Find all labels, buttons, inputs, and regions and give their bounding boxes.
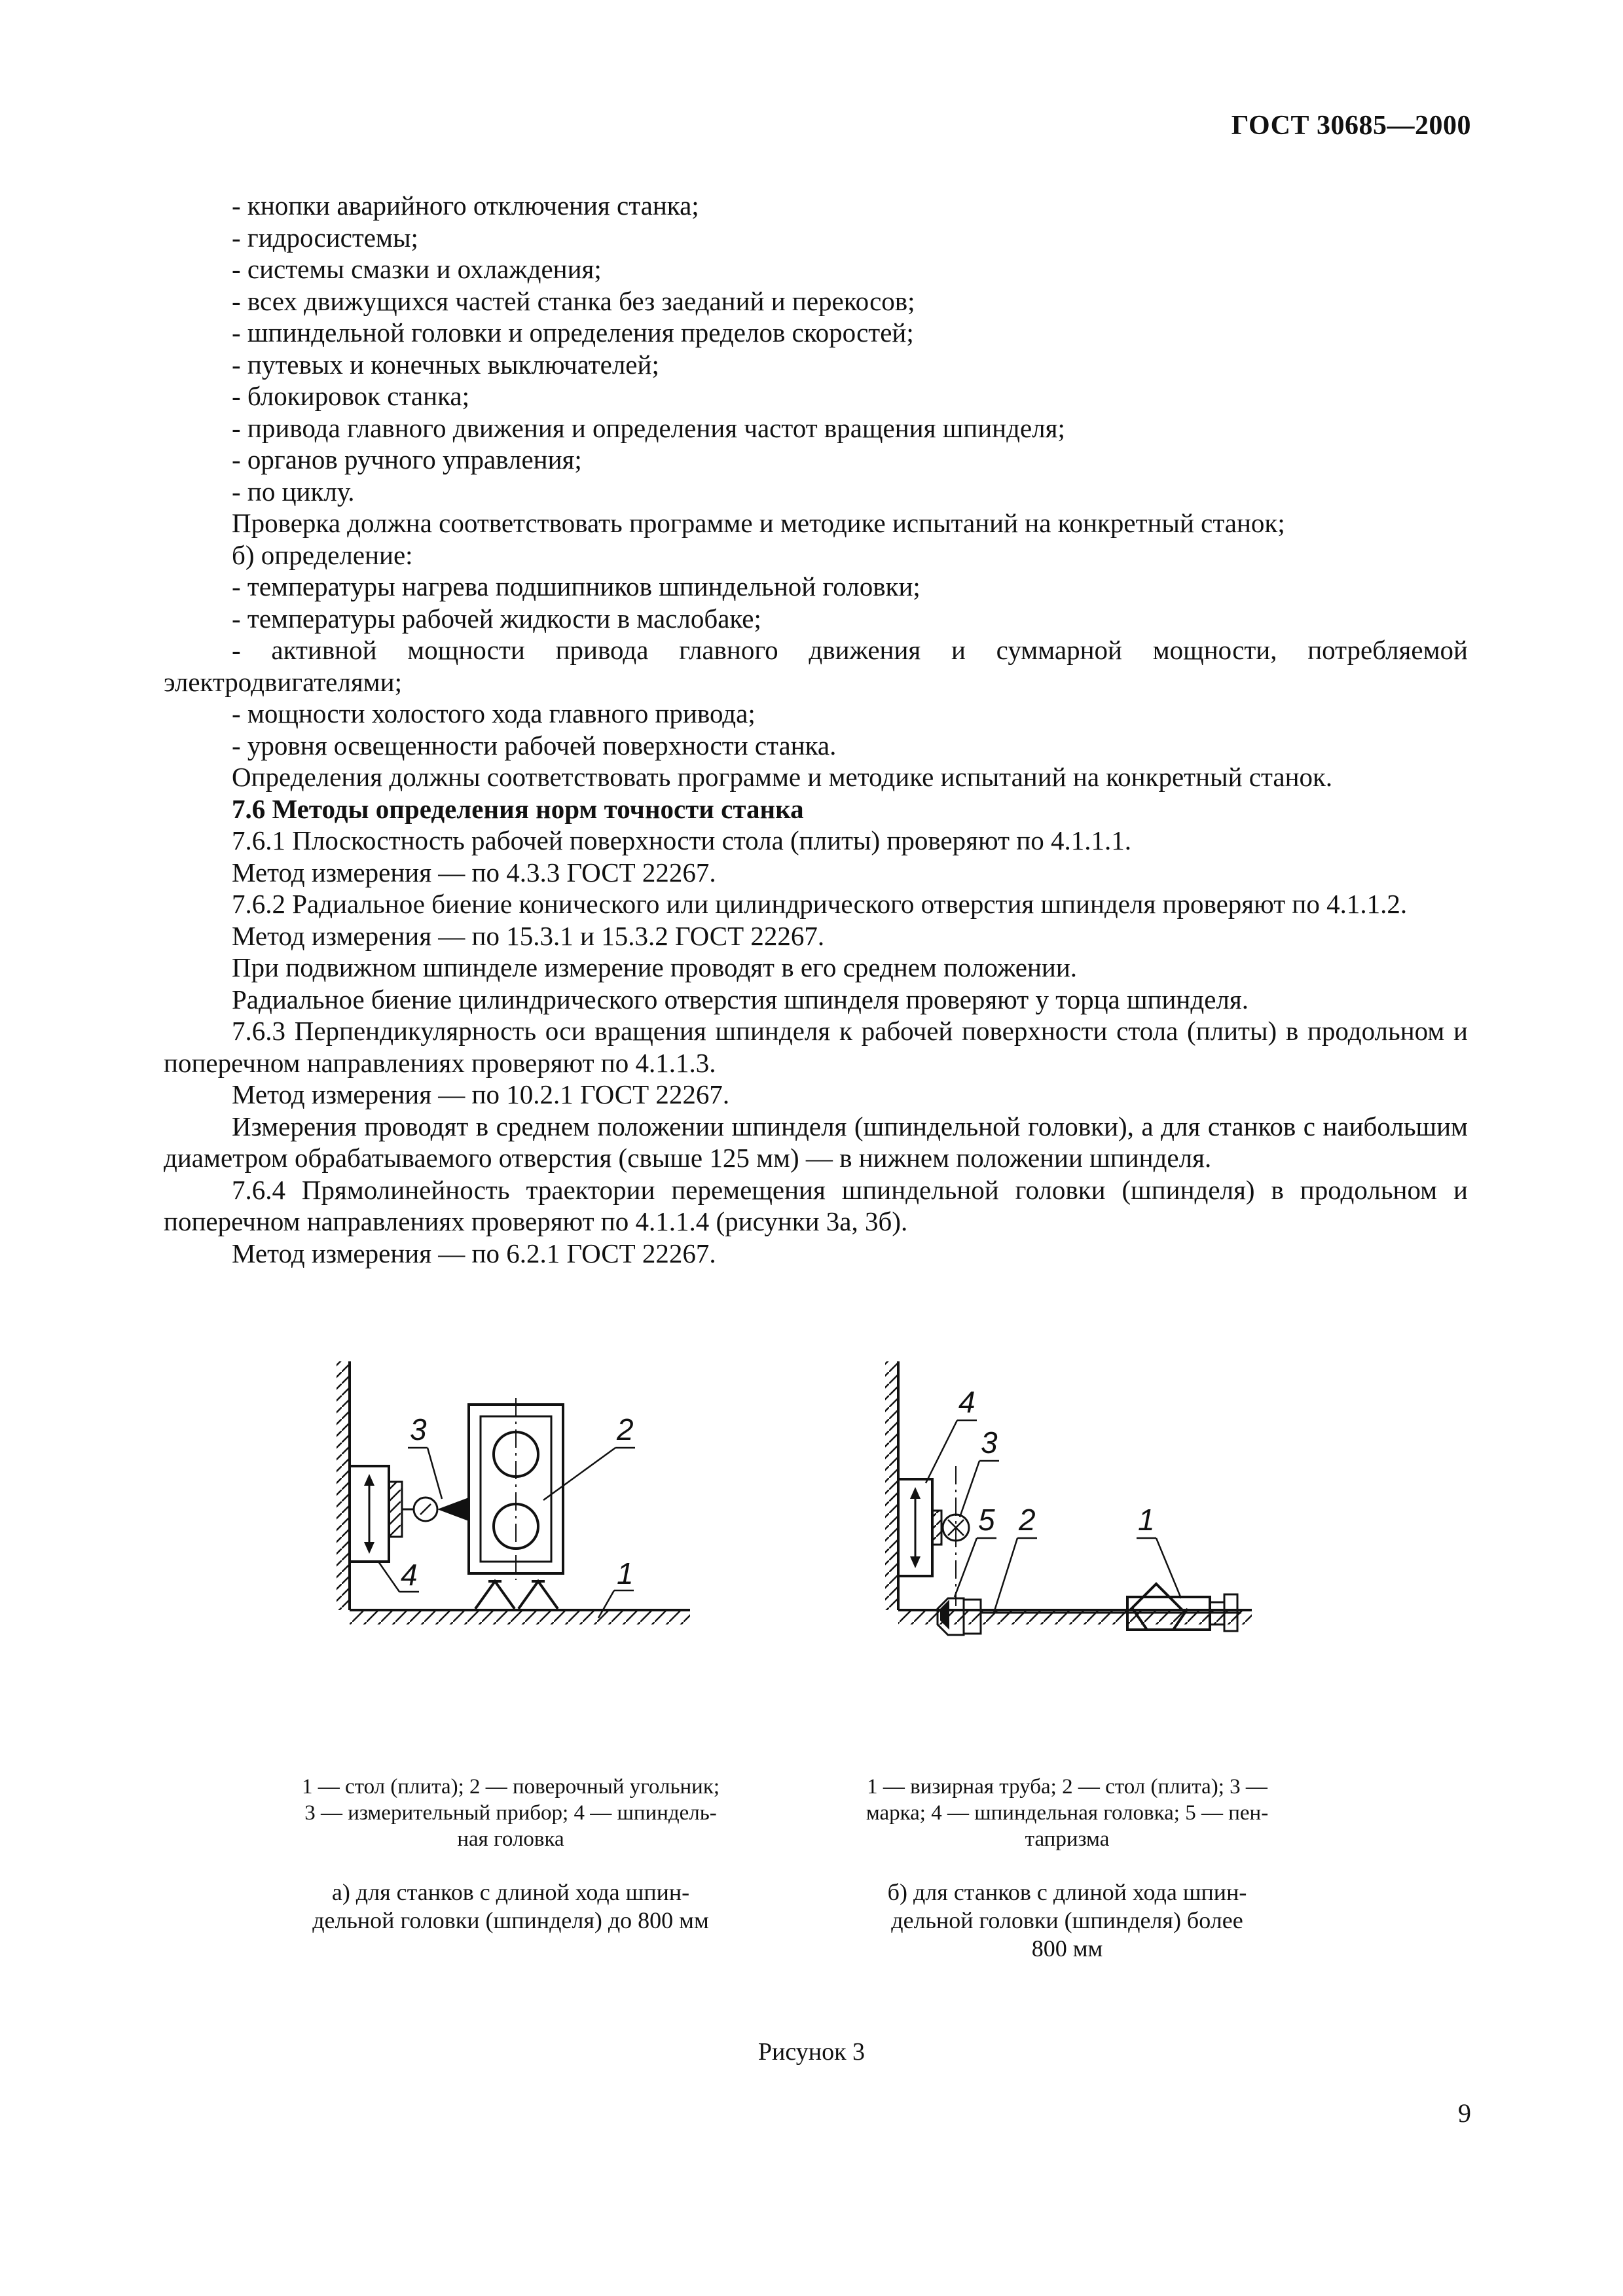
figure-a-label-4: 4 bbox=[401, 1558, 418, 1592]
figure-a-legend-line: 1 — стол (плита); 2 — поверочный угольник; bbox=[301, 1775, 720, 1799]
paragraph: 7.6.1 Плоскостность рабочей поверхности стола (плиты) проверяют по 4.1.1.1. bbox=[232, 825, 1131, 855]
figure-b-caption-line: дельной головки (шпинделя) более bbox=[891, 1907, 1243, 1933]
figure-b-caption-line: 800 мм bbox=[1031, 1935, 1103, 1962]
page-number: 9 bbox=[1458, 2098, 1471, 2128]
figure-a-legend-line: 3 — измерительный прибор; 4 — шпиндель- bbox=[304, 1801, 717, 1825]
figure-b-label-1: 1 bbox=[1138, 1503, 1155, 1537]
paragraph: - шпиндельной головки и определения пределов скоростей; bbox=[232, 317, 914, 348]
paragraph: 7.6 Методы определения норм точности станка bbox=[232, 793, 804, 824]
paragraph: Измерения проводят в среднем положении шпинделя (шпиндельной головки), а для станков с наибольшим диаметром обрабатываемого отверстия (свыше 125 мм) — в нижнем положении шпинделя. bbox=[164, 1111, 1468, 1173]
paragraph: - кнопки аварийного отключения станка; bbox=[232, 190, 699, 221]
paragraph: Радиальное биение цилиндрического отверстия шпинделя проверяют у торца шпинделя. bbox=[232, 984, 1249, 1014]
figure-a-caption-line: а) для станков с длиной хода шпин- bbox=[331, 1879, 690, 1905]
figure-b-drawing bbox=[842, 1348, 1274, 1662]
paragraph: - мощности холостого хода главного привода; bbox=[232, 698, 756, 728]
paragraph: - блокировок станка; bbox=[232, 381, 469, 411]
paragraph: - температуры нагрева подшипников шпиндельной головки; bbox=[232, 571, 921, 601]
figure-a-label-1: 1 bbox=[617, 1556, 634, 1590]
paragraph: - органов ручного управления; bbox=[232, 444, 582, 475]
figure-b-legend bbox=[818, 1774, 1316, 1852]
paragraph: Метод измерения — по 6.2.1 ГОСТ 22267. bbox=[232, 1238, 716, 1268]
figure-b-legend-line: тапризма bbox=[1025, 1827, 1110, 1851]
paragraph: - системы смазки и охлаждения; bbox=[232, 254, 602, 284]
figure-caption: Рисунок 3 bbox=[757, 2038, 866, 2066]
paragraph: - гидросистемы; bbox=[232, 222, 418, 253]
figure-a-label-3: 3 bbox=[410, 1412, 427, 1446]
paragraph: 7.6.4 Прямолинейность траектории перемещения шпиндельной головки (шпинделя) в продольном и поперечном направлениях проверяют по 4.1.1.4 (рисунки 3а, 3б). bbox=[164, 1174, 1468, 1236]
figure-b-label-4: 4 bbox=[958, 1385, 976, 1419]
figure-a-caption-line: дельной головки (шпинделя) до 800 мм bbox=[312, 1907, 709, 1933]
paragraph: Метод измерения — по 15.3.1 и 15.3.2 ГОСТ 22267. bbox=[232, 920, 825, 951]
paragraph: - активной мощности привода главного движения и суммарной мощности, потребляемой электродвигателями; bbox=[164, 635, 1468, 697]
body-text bbox=[164, 190, 1468, 1269]
figure-b-caption bbox=[818, 1878, 1316, 1963]
figure-b-label-5: 5 bbox=[978, 1503, 995, 1537]
paragraph: - привода главного движения и определения частот вращения шпинделя; bbox=[232, 412, 1065, 443]
figure-a-caption bbox=[262, 1878, 759, 1935]
document-header: ГОСТ 30685—2000 bbox=[1231, 111, 1471, 141]
figure-b-legend-line: марка; 4 — шпиндельная головка; 5 — пен- bbox=[866, 1801, 1269, 1825]
figure-b-label-2: 2 bbox=[1019, 1503, 1036, 1537]
figure-a-drawing bbox=[295, 1348, 701, 1662]
paragraph: Метод измерения — по 10.2.1 ГОСТ 22267. bbox=[232, 1079, 730, 1109]
paragraph: 7.6.2 Радиальное биение конического или цилиндрического отверстия шпинделя проверяют по 4.1.1.2. bbox=[232, 889, 1408, 919]
paragraph: Метод измерения — по 4.3.3 ГОСТ 22267. bbox=[232, 857, 716, 888]
paragraph: - температуры рабочей жидкости в маслобаке; bbox=[232, 603, 761, 634]
paragraph: Определения должны соответствовать программе и методике испытаний на конкретный станок. bbox=[232, 762, 1333, 792]
paragraph: Проверка должна соответствовать программе и методике испытаний на конкретный станок; bbox=[232, 508, 1285, 538]
paragraph: - уровня освещенности рабочей поверхности станка. bbox=[232, 730, 837, 761]
figure-a-label-2: 2 bbox=[617, 1412, 634, 1446]
paragraph: При подвижном шпинделе измерение проводят в его среднем положении. bbox=[232, 952, 1078, 982]
paragraph: - всех движущихся частей станка без заеданий и перекосов; bbox=[232, 285, 915, 316]
figure-b-label-3: 3 bbox=[981, 1426, 998, 1460]
paragraph: б) определение: bbox=[232, 539, 413, 570]
figure-a-legend bbox=[262, 1774, 759, 1852]
paragraph: - по циклу. bbox=[232, 476, 355, 507]
figure-b-caption-line: б) для станков с длиной хода шпин- bbox=[887, 1879, 1247, 1905]
figure-b-legend-line: 1 — визирная труба; 2 — стол (плита); 3 — bbox=[867, 1775, 1267, 1799]
paragraph: 7.6.3 Перпендикулярность оси вращения шпинделя к рабочей поверхности стола (плиты) в продольном и поперечном направлениях проверяют по 4.1.1.3. bbox=[164, 1016, 1468, 1078]
paragraph: - путевых и конечных выключателей; bbox=[232, 349, 659, 380]
figure-a-legend-line: ная головка bbox=[457, 1827, 564, 1851]
figure-3 bbox=[0, 1348, 1623, 2134]
